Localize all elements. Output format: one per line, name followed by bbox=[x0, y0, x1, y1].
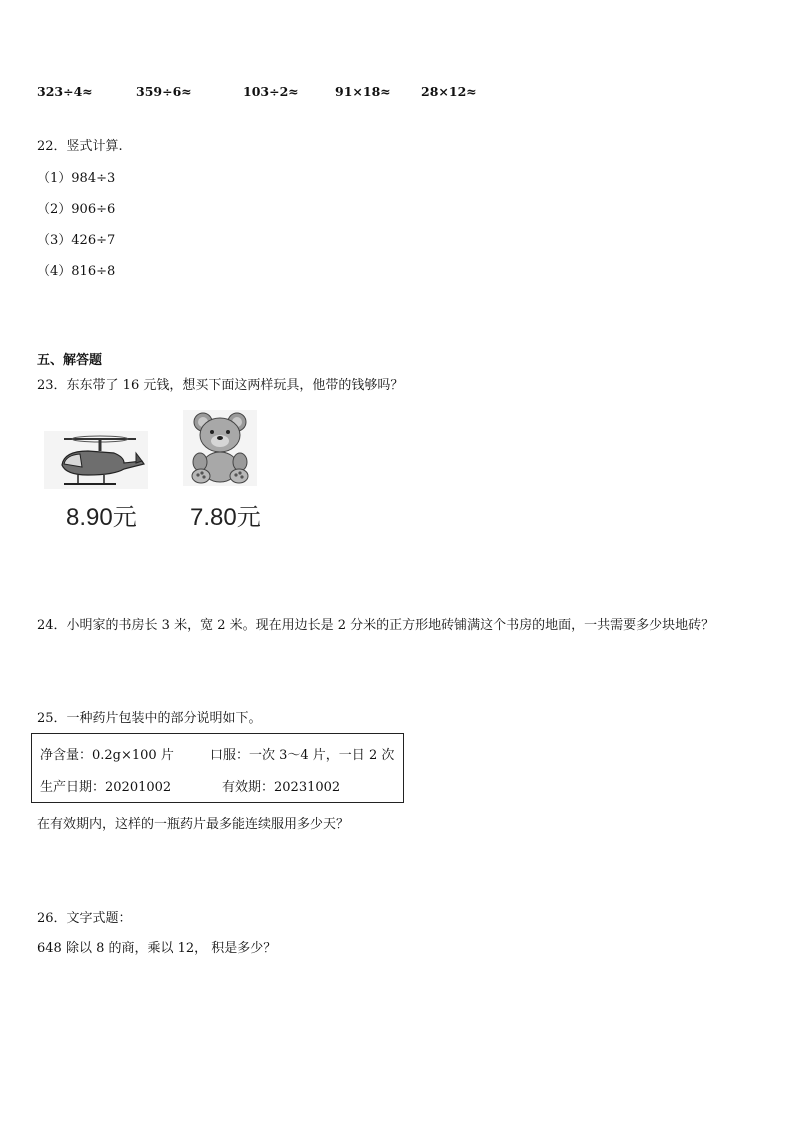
question-26-text: 648 除以 8 的商，乘以 12， 积是多少？ bbox=[37, 941, 277, 956]
dosage: 口服：一次 3～4 片，一日 2 次 bbox=[210, 748, 395, 763]
estimate-item: 359÷6≈ bbox=[136, 84, 192, 99]
medicine-label-box bbox=[31, 733, 404, 803]
net-content: 净含量：0.2g×100 片 bbox=[40, 748, 174, 763]
question-22-item: （2）906÷6 bbox=[37, 202, 116, 217]
question-25-title: 25．一种药片包装中的部分说明如下。 bbox=[37, 711, 262, 726]
estimate-item: 103÷2≈ bbox=[243, 84, 299, 99]
estimate-item: 91×18≈ bbox=[335, 84, 391, 99]
question-22-item: （3）426÷7 bbox=[37, 233, 116, 248]
question-24-text: 24．小明家的书房长 3 米，宽 2 米。现在用边长是 2 分米的正方形地砖铺满这个书房的地面，一共需要多少块地砖？ bbox=[37, 618, 715, 633]
expiry-date: 有效期：20231002 bbox=[222, 780, 341, 795]
teddy-bear-icon bbox=[183, 410, 257, 486]
question-26-title: 26．文字式题： bbox=[37, 911, 132, 926]
estimate-item: 28×12≈ bbox=[421, 84, 477, 99]
toy-price: 8.90元 bbox=[66, 504, 137, 531]
helicopter-icon bbox=[44, 431, 148, 489]
production-date: 生产日期：20201002 bbox=[40, 780, 172, 795]
question-25-text: 在有效期内，这样的一瓶药片最多能连续服用多少天？ bbox=[37, 817, 350, 832]
question-22-item: （1）984÷3 bbox=[37, 171, 116, 186]
toy-price: 7.80元 bbox=[190, 504, 261, 531]
question-22-title: 22．竖式计算. bbox=[37, 139, 123, 154]
question-23-text: 23．东东带了 16 元钱，想买下面这两样玩具，他带的钱够吗？ bbox=[37, 378, 404, 393]
section-heading: 五、解答题 bbox=[37, 353, 103, 368]
question-22-item: （4）816÷8 bbox=[37, 264, 116, 279]
estimate-item: 323÷4≈ bbox=[37, 84, 93, 99]
